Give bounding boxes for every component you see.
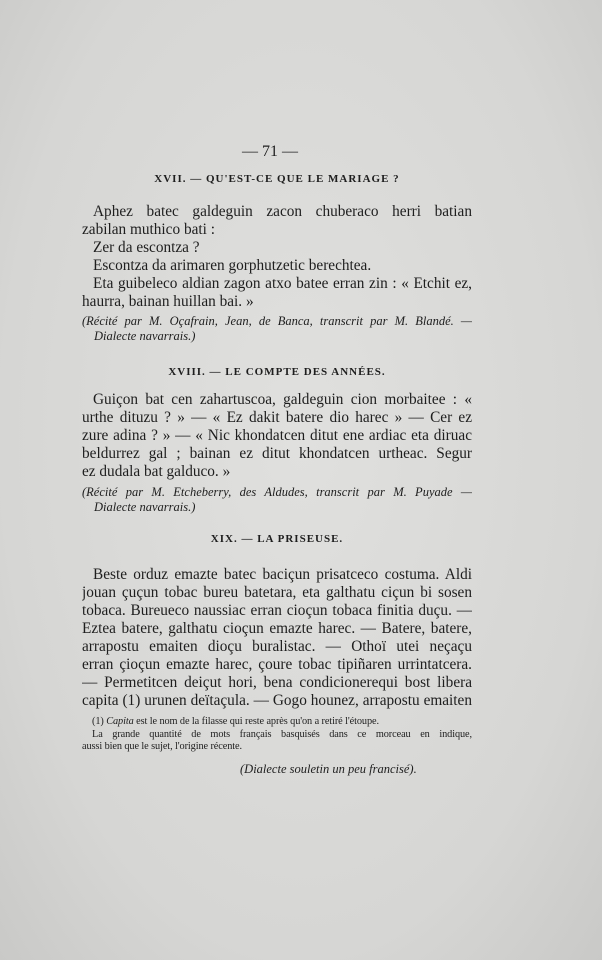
text-line: Aphez batec galdeguin zacon chuberaco herri batian <box>93 203 472 220</box>
page-number: — 71 — <box>242 143 298 160</box>
footnote-dialect: (Dialecte souletin un peu francisé). <box>240 762 417 776</box>
text-line: Escontza da arimaren gorphutzetic berechtea. <box>93 257 372 274</box>
source-line: Dialecte navarrais.) <box>94 329 196 343</box>
text-line: zabilan muthico bati : <box>82 221 215 238</box>
source-line: Dialecte navarrais.) <box>94 500 196 514</box>
footnote-term: Capita <box>106 716 134 727</box>
text-line: arrapostu emaiten dioçu buralistac. — Othoï utei neçaçu <box>82 638 472 655</box>
text-line: urthe dituzu ? » — « Ez dakit batere dio harec » — Cer ez <box>82 409 472 426</box>
text-line: capita (1) urunen deïtaçula. — Gogo hounez, arrapostu emaiten <box>82 692 472 709</box>
footnote-line: La grande quantité de mots français basquisés dans ce morceau en indique, <box>92 728 472 740</box>
footnote-line <box>82 716 472 729</box>
footnote-text: est le nom de la filasse qui reste après qu'on a retiré l'étoupe. <box>136 716 379 727</box>
section-heading-xviii: XVIII. — LE COMPTE DES ANNÉES. <box>168 366 386 378</box>
text-line: zure adina ? » — « Nic khondatcen ditut ene ardiac eta diruac <box>82 427 472 444</box>
text-line: Guiçon bat cen zahartuscoa, galdeguin cion morbaitee : « <box>93 391 472 408</box>
text-line: haurra, bainan huillan bai. » <box>82 293 254 310</box>
footnote-line: aussi bien que le sujet, l'origine récente. <box>82 741 242 752</box>
footnotes <box>82 716 472 754</box>
text-line: tobaca. Bureueco naussiac erran cioçun tobaca finitia duçu. — <box>82 602 472 619</box>
text-line: Eta guibeleco aldian zagon atxo batee erran zin : « Etchit ez, <box>93 275 472 292</box>
text-line: ez dudala bat galduco. » <box>82 463 231 480</box>
text-line: Eztea batere, galthatu cioçun emazte harec. — Batere, batere, <box>82 620 472 637</box>
text-line: erran çioçun emazte harec, çoure tobac tipiñaren urrintatcera. <box>82 656 472 673</box>
section-body-xix <box>82 566 472 710</box>
text-line: Beste orduz emazte batec baciçun prisatceco costuma. Aldi <box>93 566 472 583</box>
section-body-xvii <box>82 203 472 311</box>
section-heading-xix: XIX. — LA PRISEUSE. <box>210 533 344 545</box>
section-heading-xvii: XVII. — QU'EST-CE QUE LE MARIAGE ? <box>154 173 400 185</box>
footnote-marker: (1) <box>92 716 104 727</box>
source-line: (Récité par M. Oçafrain, Jean, de Banca, transcrit par M. Blandé. — <box>82 314 472 328</box>
text-line: — Permetitcen deiçut hori, bena condicionerequi bost libera <box>82 674 472 691</box>
section-body-xviii <box>82 391 472 481</box>
source-note-xvii <box>82 314 472 344</box>
text-line: beldurrez gal ; bainan ez ditut khondatcen urtheac. Segur <box>82 445 472 462</box>
text-line: Zer da escontza ? <box>93 239 200 256</box>
text-line: jouan çuçun tobac bureu batetara, eta galthatu ciçun bi sosen <box>82 584 472 601</box>
source-note-xviii <box>82 485 472 515</box>
source-line: (Récité par M. Etcheberry, des Aldudes, transcrit par M. Puyade — <box>82 485 472 499</box>
